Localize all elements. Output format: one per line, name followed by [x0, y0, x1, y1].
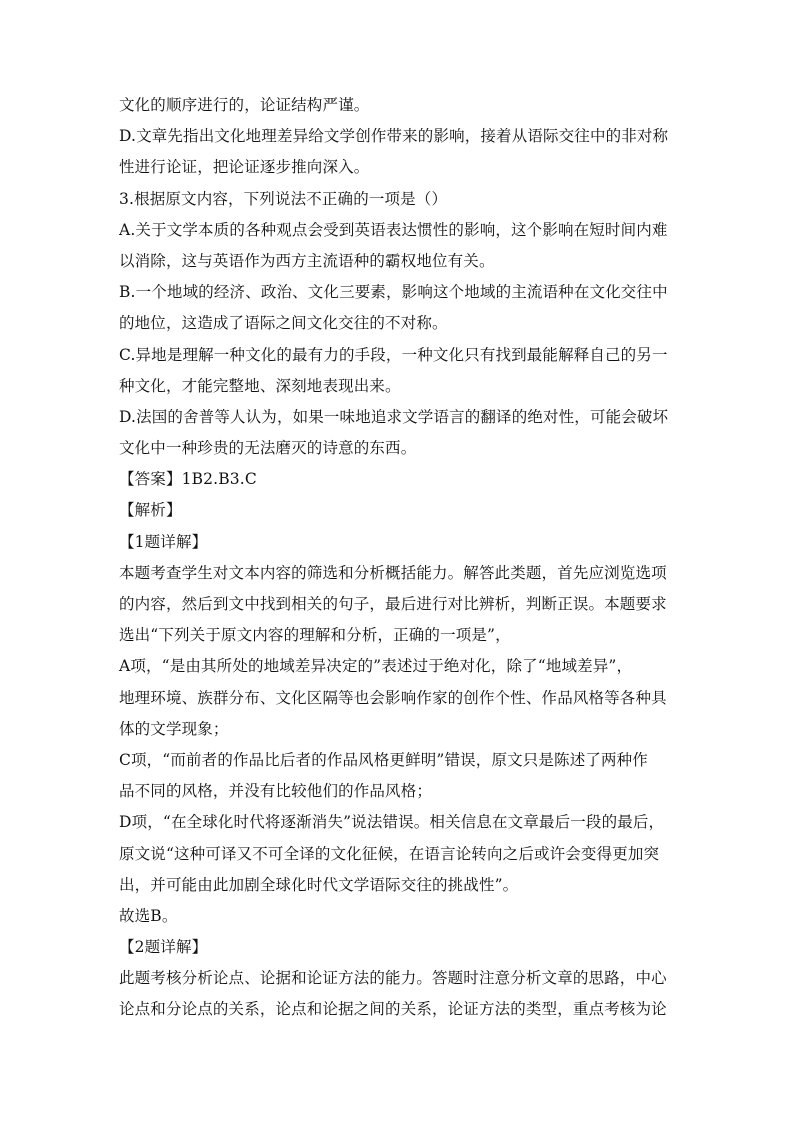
text-line: 论点和分论点的关系，论点和论据之间的关系，论证方法的类型，重点考核为论 [119, 1000, 667, 1019]
text-line: 本题考查学生对文本内容的筛选和分析概括能力。解答此类题，首先应浏览选项 [119, 563, 667, 582]
text-line: 的内容，然后到文中找到相关的句子，最后进行对比辨析，判断正误。本题要求 [119, 595, 667, 613]
question-heading: 3.根据原文内容，下列说法不正确的一项是（） [119, 189, 448, 208]
text-line: C项，“而前者的作品比后者的作品风格更鲜明”错误，原文只是陈述了两种作 [119, 750, 648, 769]
text-line: 种文化，才能完整地、深刻地表现出来。 [119, 376, 401, 395]
section-heading: 【2题详解】 [119, 938, 208, 957]
document-body [119, 90, 679, 1026]
text-line: 文化的顺序进行的，论证结构严谨。 [119, 96, 370, 114]
analysis-heading: 【解析】 [119, 501, 182, 520]
text-line: 体的文学现象； [119, 719, 229, 738]
text-line: 此题考核分析论点、论据和论证方法的能力。答题时注意分析文章的思路，中心 [119, 969, 667, 988]
text-line: D.文章先指出文化地理差异给文学创作带来的影响，接着从语际交往中的非对称 [119, 127, 669, 146]
text-line: 地理环境、族群分布、文化区隔等也会影响作家的创作个性、作品风格等各种具 [119, 688, 667, 707]
section-heading: 【1题详解】 [119, 532, 208, 551]
text-line: 以消除，这与英语作为西方主流语种的霸权地位有关。 [119, 251, 495, 270]
answer-line: 【答案】1B2.B3.C [119, 470, 257, 489]
text-line: 出，并可能由此加剧全球化时代文学语际交往的挑战性”。 [119, 875, 519, 894]
text-line: 品不同的风格，并没有比较他们的作品风格； [119, 782, 433, 801]
text-line: A.关于文学本质的各种观点会受到英语表达惯性的影响，这个影响在短时间内难 [119, 220, 668, 239]
text-line: B.一个地域的经济、政治、文化三要素，影响这个地域的主流语种在文化交往中 [119, 283, 668, 302]
text-line: 的地位，这造成了语际之间文化交往的不对称。 [119, 314, 448, 333]
text-line: 原文说“这种可译又不可全译的文化征候，在语言论转向之后或许会变得更加突 [119, 844, 660, 863]
text-line: A项，“是由其所处的地域差异决定的”表述过于绝对化，除了“地域差异”， [119, 657, 633, 676]
text-line: D项，“在全球化时代将逐渐消失”说法错误。相关信息在文章最后一段的最后， [119, 813, 665, 832]
text-line: 性进行论证，把论证逐步推向深入。 [119, 158, 370, 177]
text-line: 选出“下列关于原文内容的理解和分析，正确的一项是”， [119, 626, 511, 645]
text-line: C.异地是理解一种文化的最有力的手段，一种文化只有找到最能解释自己的另一 [119, 345, 668, 364]
text-line: 文化中一种珍贵的无法磨灭的诗意的东西。 [119, 439, 417, 458]
text-line: 故选B。 [119, 906, 178, 925]
text-line: D.法国的舍普等人认为，如果一味地追求文学语言的翻译的绝对性，可能会破坏 [119, 407, 669, 426]
